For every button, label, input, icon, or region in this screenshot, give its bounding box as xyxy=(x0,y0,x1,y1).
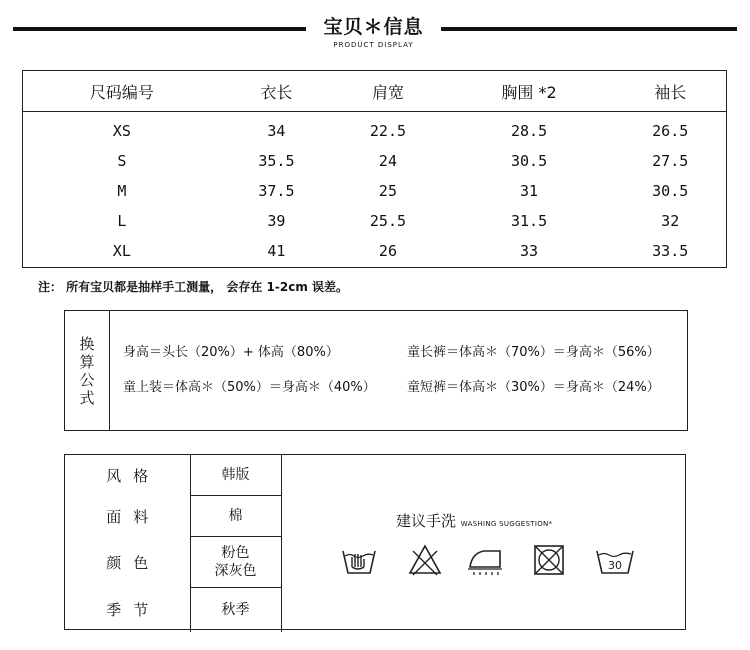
cell: 30.5 xyxy=(511,152,548,170)
cell: 26 xyxy=(378,242,397,260)
header-rule-left xyxy=(13,27,306,31)
col-shoulder: 肩宽 xyxy=(371,82,404,102)
cell: M xyxy=(117,182,127,200)
table-row xyxy=(23,176,726,206)
cell: 28.5 xyxy=(511,122,548,140)
info-value-color: 粉色 深灰色 xyxy=(190,537,281,588)
cell: 34 xyxy=(267,122,286,140)
cell: 39 xyxy=(267,212,286,230)
cell: 27.5 xyxy=(652,152,689,170)
info-value-season: 秋季 xyxy=(190,588,281,633)
cell: 31.5 xyxy=(511,212,548,230)
cell: 31 xyxy=(520,182,539,200)
info-value-fabric: 棉 xyxy=(190,496,281,537)
formula-label xyxy=(65,311,110,430)
info-row xyxy=(65,537,281,588)
section-subtitle: PRODUCT DISPLAY xyxy=(333,41,414,49)
size-table xyxy=(22,70,727,268)
formula-label-char: 式 xyxy=(79,388,95,407)
col-sleeve: 袖长 xyxy=(654,82,687,102)
wash-temperature: 30 xyxy=(608,559,622,572)
cell: XL xyxy=(112,242,131,260)
info-label-fabric: 面料 xyxy=(106,507,161,526)
formula-kids-shorts: 童短裤＝体高＊（30%）＝身高＊（24%） xyxy=(407,380,660,395)
no-tumble-dry-icon xyxy=(532,543,566,577)
col-size-code: 尺码编号 xyxy=(89,82,154,102)
table-row xyxy=(23,206,726,236)
col-length: 衣长 xyxy=(260,82,293,102)
product-info-box xyxy=(64,454,686,630)
cell: 24 xyxy=(378,152,397,170)
cell: 33 xyxy=(520,242,539,260)
table-row xyxy=(23,111,726,146)
cell: 25 xyxy=(378,182,397,200)
size-table-header-row xyxy=(23,71,726,111)
cell: 35.5 xyxy=(258,152,295,170)
product-info-table xyxy=(65,455,282,632)
cell: 41 xyxy=(267,242,286,260)
cell: 26.5 xyxy=(652,122,689,140)
washing-title xyxy=(396,510,552,531)
cell: L xyxy=(117,212,127,230)
wash-30-icon xyxy=(594,543,636,577)
info-value-style: 韩版 xyxy=(190,455,281,496)
washing-title-en: WASHING SUGGESTION* xyxy=(460,520,553,528)
info-row xyxy=(65,588,281,633)
info-row xyxy=(65,455,281,496)
cell: S xyxy=(117,152,127,170)
col-chest: 胸围 *2 xyxy=(501,82,557,102)
iron-icon xyxy=(466,543,506,577)
formula-label-char: 公 xyxy=(79,370,95,389)
cell: 32 xyxy=(661,212,680,230)
washing-title-cn: 建议手洗 xyxy=(396,512,457,530)
info-label-style: 风格 xyxy=(106,466,161,485)
formula-label-char: 换 xyxy=(79,334,95,353)
info-label-color: 颜色 xyxy=(106,553,161,572)
table-row xyxy=(23,236,726,266)
cell: 33.5 xyxy=(652,242,689,260)
info-row xyxy=(65,496,281,537)
header-rule-right xyxy=(441,27,737,31)
formula-label-char: 算 xyxy=(79,352,95,371)
hand-wash-icon xyxy=(340,543,378,577)
cell: XS xyxy=(112,122,131,140)
section-title: 宝贝＊信息 xyxy=(323,16,424,38)
measurement-note: 注： 所有宝贝都是抽样手工测量， 会存在 1-2cm 误差。 xyxy=(38,280,349,294)
table-row xyxy=(23,146,726,176)
formula-kids-top: 童上装＝体高＊（50%）＝身高＊（40%） xyxy=(123,380,376,395)
formula-box xyxy=(64,310,688,431)
info-label-season: 季节 xyxy=(106,601,161,620)
cell: 37.5 xyxy=(258,182,295,200)
cell: 22.5 xyxy=(369,122,407,140)
formula-height: 身高＝头长（20%）+ 体高（80%） xyxy=(123,345,339,360)
no-bleach-icon xyxy=(407,543,443,577)
formula-kids-pants: 童长裤＝体高＊（70%）＝身高＊（56%） xyxy=(407,345,660,360)
size-table-grid xyxy=(23,71,726,266)
cell: 25.5 xyxy=(369,212,407,230)
cell: 30.5 xyxy=(652,182,689,200)
